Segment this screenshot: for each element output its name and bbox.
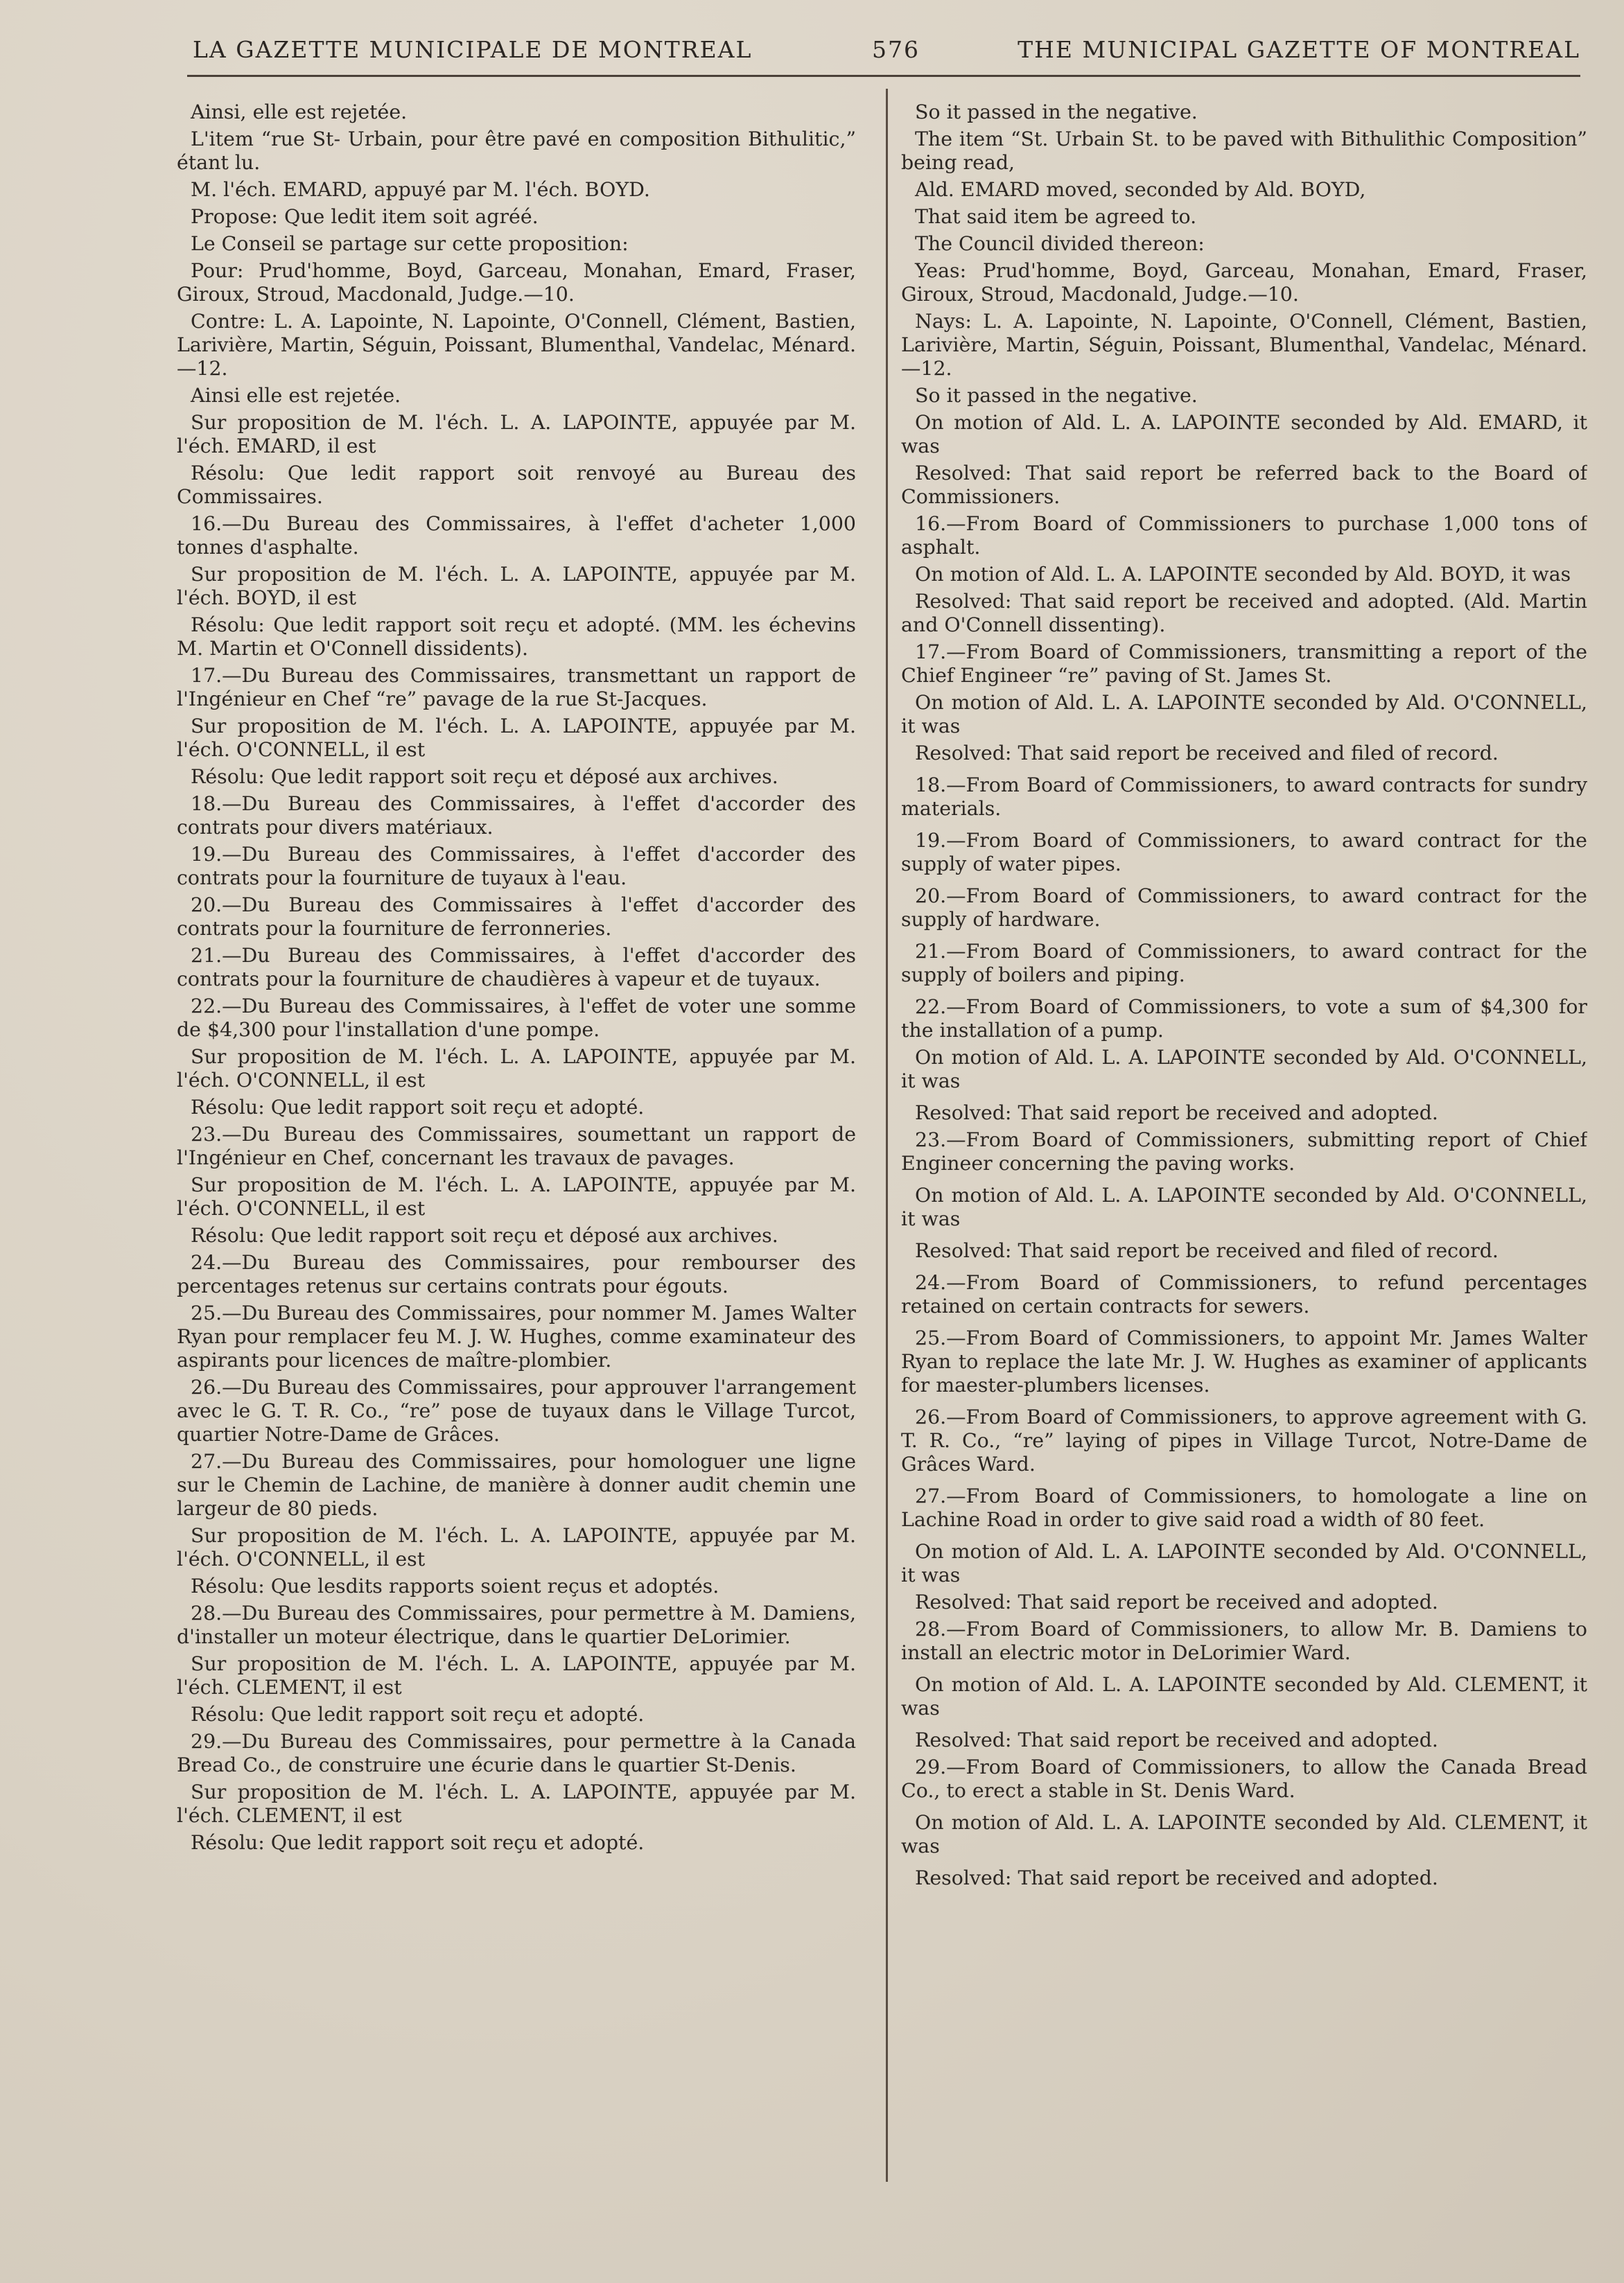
fr-paragraph: 16.—Du Bureau des Commissaires, à l'effet d'acheter 1,000 tonnes d'asphalte. (177, 512, 856, 559)
fr-paragraph: Résolu: Que ledit rapport soit reçu et adopté. (191, 1703, 645, 1726)
en-paragraph: 23.—From Board of Commissioners, submitting report of Chief Engineer concerning the paving works. (901, 1128, 1587, 1175)
column-divider (886, 89, 888, 2182)
fr-paragraph: 18.—Du Bureau des Commissaires, à l'effet d'accorder des contrats pour divers matériaux. (177, 792, 856, 839)
en-paragraph: 19.—From Board of Commissioners, to award contract for the supply of water pipes. (901, 829, 1587, 875)
header-english-title: THE MUNICIPAL GAZETTE OF MONTREAL (1018, 36, 1580, 63)
en-paragraph: So it passed in the negative. (915, 100, 1198, 123)
en-paragraph: Resolved: That said report be received and filed of record. (915, 742, 1499, 764)
en-paragraph: 26.—From Board of Commissioners, to approve agreement with G. T. R. Co., “re” laying of pipes in Village Turcot, Notre-Dame de Grâces Ward. (901, 1406, 1587, 1476)
fr-paragraph: L'item “rue St- Urbain, pour être pavé en composition Bithulitic,” étant lu. (177, 128, 856, 174)
fr-paragraph: 17.—Du Bureau des Commissaires, transmettant un rapport de l'Ingénieur en Chef “re” pavage de la rue St-Jacques. (177, 664, 856, 710)
en-paragraph: 21.—From Board of Commissioners, to award contract for the supply of boilers and piping. (901, 940, 1587, 986)
fr-paragraph: Résolu: Que ledit rapport soit reçu et adopté. (191, 1096, 645, 1119)
en-paragraph: 17.—From Board of Commissioners, transmitting a report of the Chief Engineer “re” paving of St. James St. (901, 640, 1587, 687)
en-paragraph: 20.—From Board of Commissioners, to award contract for the supply of hardware. (901, 884, 1587, 931)
fr-paragraph: Résolu: Que ledit rapport soit reçu et adopté. (MM. les échevins M. Martin et O'Connell dissidents). (177, 613, 856, 660)
french-column (177, 100, 856, 2256)
en-paragraph: 25.—From Board of Commissioners, to appoint Mr. James Walter Ryan to replace the late Mr. J. W. Hughes as examiner of applicants for maester-plumbers licenses. (901, 1327, 1587, 1397)
english-column (901, 100, 1587, 2256)
fr-paragraph: 26.—Du Bureau des Commissaires, pour approuver l'arrangement avec le G. T. R. Co., “re” pose de tuyaux dans le Village Turcot, quartier Notre-Dame de Grâces. (177, 1376, 856, 1446)
en-paragraph: Resolved: That said report be received and adopted. (915, 1591, 1438, 1613)
en-paragraph: 18.—From Board of Commissioners, to award contracts for sundry materials. (901, 773, 1587, 820)
en-paragraph: Resolved: That said report be received and filed of record. (915, 1239, 1499, 1262)
en-paragraph: Resolved: That said report be received and adopted. (915, 1729, 1438, 1751)
en-paragraph: 24.—From Board of Commissioners, to refund percentages retained on certain contracts for sewers. (901, 1271, 1587, 1318)
en-paragraph: On motion of Ald. L. A. LAPOINTE seconded by Ald. O'CONNELL, it was (901, 1046, 1587, 1092)
fr-paragraph: Sur proposition de M. l'éch. L. A. LAPOINTE, appuyée par M. l'éch. CLEMENT, il est (177, 1652, 856, 1699)
fr-paragraph: Sur proposition de M. l'éch. L. A. LAPOINTE, appuyée par M. l'éch. CLEMENT, il est (177, 1781, 856, 1827)
en-paragraph: Resolved: That said report be received and adopted. (915, 1101, 1438, 1124)
fr-paragraph: 23.—Du Bureau des Commissaires, soumettant un rapport de l'Ingénieur en Chef, concernant les travaux de pavages. (177, 1123, 856, 1169)
page-number: 576 (872, 36, 920, 63)
header-french-title: LA GAZETTE MUNICIPALE DE MONTREAL (193, 36, 753, 63)
en-paragraph: 29.—From Board of Commissioners, to allow the Canada Bread Co., to erect a stable in St. Denis Ward. (901, 1756, 1587, 1802)
fr-paragraph: 22.—Du Bureau des Commissaires, à l'effet de voter une somme de $4,300 pour l'installation d'une pompe. (177, 995, 856, 1041)
en-paragraph: Resolved: That said report be referred back to the Board of Commissioners. (901, 462, 1587, 508)
fr-paragraph: 25.—Du Bureau des Commissaires, pour nommer M. James Walter Ryan pour remplacer feu M. J. W. Hughes, comme examinateur des aspirants pour licences de maître-plombier. (177, 1302, 856, 1372)
en-paragraph: On motion of Ald. L. A. LAPOINTE seconded by Ald. O'CONNELL, it was (901, 691, 1587, 737)
en-paragraph: On motion of Ald. L. A. LAPOINTE seconded by Ald. CLEMENT, it was (901, 1811, 1587, 1857)
en-paragraph: On motion of Ald. L. A. LAPOINTE seconded by Ald. CLEMENT, it was (901, 1673, 1587, 1720)
fr-paragraph: Résolu: Que ledit rapport soit renvoyé au Bureau des Commissaires. (177, 462, 856, 508)
en-paragraph: On motion of Ald. L. A. LAPOINTE seconded by Ald. O'CONNELL, it was (901, 1184, 1587, 1230)
en-paragraph: The Council divided thereon: (915, 232, 1205, 255)
fr-paragraph: Ainsi, elle est rejetée. (191, 100, 408, 123)
fr-paragraph: Résolu: Que ledit rapport soit reçu et déposé aux archives. (191, 1224, 778, 1247)
en-paragraph: On motion of Ald. L. A. LAPOINTE seconded by Ald. O'CONNELL, it was (901, 1540, 1587, 1586)
en-paragraph: 28.—From Board of Commissioners, to allow Mr. B. Damiens to install an electric motor in DeLorimier Ward. (901, 1618, 1587, 1664)
en-paragraph: Nays: L. A. Lapointe, N. Lapointe, O'Connell, Clément, Bastien, Larivière, Martin, Séguin, Poissant, Blumenthal, Vandelac, Ménard.—12. (901, 310, 1587, 380)
fr-paragraph: 19.—Du Bureau des Commissaires, à l'effet d'accorder des contrats pour la fourniture de tuyaux à l'eau. (177, 843, 856, 889)
en-paragraph: That said item be agreed to. (915, 205, 1197, 228)
fr-paragraph: Le Conseil se partage sur cette proposition: (191, 232, 629, 255)
en-paragraph: Resolved: That said report be received and adopted. (Ald. Martin and O'Connell dissenting). (901, 590, 1587, 636)
en-paragraph: On motion of Ald. L. A. LAPOINTE seconded by Ald. EMARD, it was (901, 411, 1587, 457)
fr-paragraph: Pour: Prud'homme, Boyd, Garceau, Monahan, Emard, Fraser, Giroux, Stroud, Macdonald, Judge.—10. (177, 259, 856, 306)
en-paragraph: The item “St. Urbain St. to be paved with Bithulithic Composition” being read, (901, 128, 1587, 174)
fr-paragraph: 27.—Du Bureau des Commissaires, pour homologuer une ligne sur le Chemin de Lachine, de manière à donner audit chemin une largeur de 80 pieds. (177, 1450, 856, 1520)
fr-paragraph: 24.—Du Bureau des Commissaires, pour rembourser des percentages retenus sur certains contrats pour égouts. (177, 1251, 856, 1297)
en-paragraph: So it passed in the negative. (915, 384, 1198, 407)
fr-paragraph: 28.—Du Bureau des Commissaires, pour permettre à M. Damiens, d'installer un moteur électrique, dans le quartier DeLorimier. (177, 1602, 856, 1648)
fr-paragraph: Ainsi elle est rejetée. (191, 384, 401, 407)
running-header (187, 36, 1580, 71)
en-paragraph: 27.—From Board of Commissioners, to homologate a line on Lachine Road in order to give said road a width of 80 feet. (901, 1485, 1587, 1531)
en-paragraph: Yeas: Prud'homme, Boyd, Garceau, Monahan, Emard, Fraser, Giroux, Stroud, Macdonald, Judge.—10. (901, 259, 1587, 306)
en-paragraph: Resolved: That said report be received and adopted. (915, 1866, 1438, 1889)
fr-paragraph: Sur proposition de M. l'éch. L. A. LAPOINTE, appuyée par M. l'éch. O'CONNELL, il est (177, 715, 856, 761)
fr-paragraph: 21.—Du Bureau des Commissaires, à l'effet d'accorder des contrats pour la fourniture de chaudières à vapeur et de tuyaux. (177, 944, 856, 990)
en-paragraph: 22.—From Board of Commissioners, to vote a sum of $4,300 for the installation of a pump. (901, 995, 1587, 1042)
en-paragraph: On motion of Ald. L. A. LAPOINTE seconded by Ald. BOYD, it was (915, 563, 1571, 586)
fr-paragraph: Résolu: Que ledit rapport soit reçu et adopté. (191, 1831, 645, 1854)
fr-paragraph: Résolu: Que ledit rapport soit reçu et déposé aux archives. (191, 765, 778, 788)
fr-paragraph: M. l'éch. EMARD, appuyé par M. l'éch. BOYD. (191, 178, 650, 201)
fr-paragraph: Sur proposition de M. l'éch. L. A. LAPOINTE, appuyée par M. l'éch. BOYD, il est (177, 563, 856, 609)
header-rule (187, 75, 1580, 77)
fr-paragraph: Sur proposition de M. l'éch. L. A. LAPOINTE, appuyée par M. l'éch. EMARD, il est (177, 411, 856, 457)
fr-paragraph: Sur proposition de M. l'éch. L. A. LAPOINTE, appuyée par M. l'éch. O'CONNELL, il est (177, 1524, 856, 1571)
fr-paragraph: Contre: L. A. Lapointe, N. Lapointe, O'Connell, Clément, Bastien, Larivière, Martin, Séguin, Poissant, Blumenthal, Vandelac, Ménard.—12. (177, 310, 856, 380)
fr-paragraph: Sur proposition de M. l'éch. L. A. LAPOINTE, appuyée par M. l'éch. O'CONNELL, il est (177, 1045, 856, 1092)
fr-paragraph: 20.—Du Bureau des Commissaires à l'effet d'accorder des contrats pour la fourniture de ferronneries. (177, 893, 856, 940)
fr-paragraph: 29.—Du Bureau des Commissaires, pour permettre à la Canada Bread Co., de construire une écurie dans le quartier St-Denis. (177, 1730, 856, 1776)
fr-paragraph: Sur proposition de M. l'éch. L. A. LAPOINTE, appuyée par M. l'éch. O'CONNELL, il est (177, 1173, 856, 1220)
en-paragraph: 16.—From Board of Commissioners to purchase 1,000 tons of asphalt. (901, 512, 1587, 559)
en-paragraph: Ald. EMARD moved, seconded by Ald. BOYD, (915, 178, 1366, 201)
fr-paragraph: Résolu: Que lesdits rapports soient reçus et adoptés. (191, 1575, 719, 1598)
fr-paragraph: Propose: Que ledit item soit agréé. (191, 205, 539, 228)
